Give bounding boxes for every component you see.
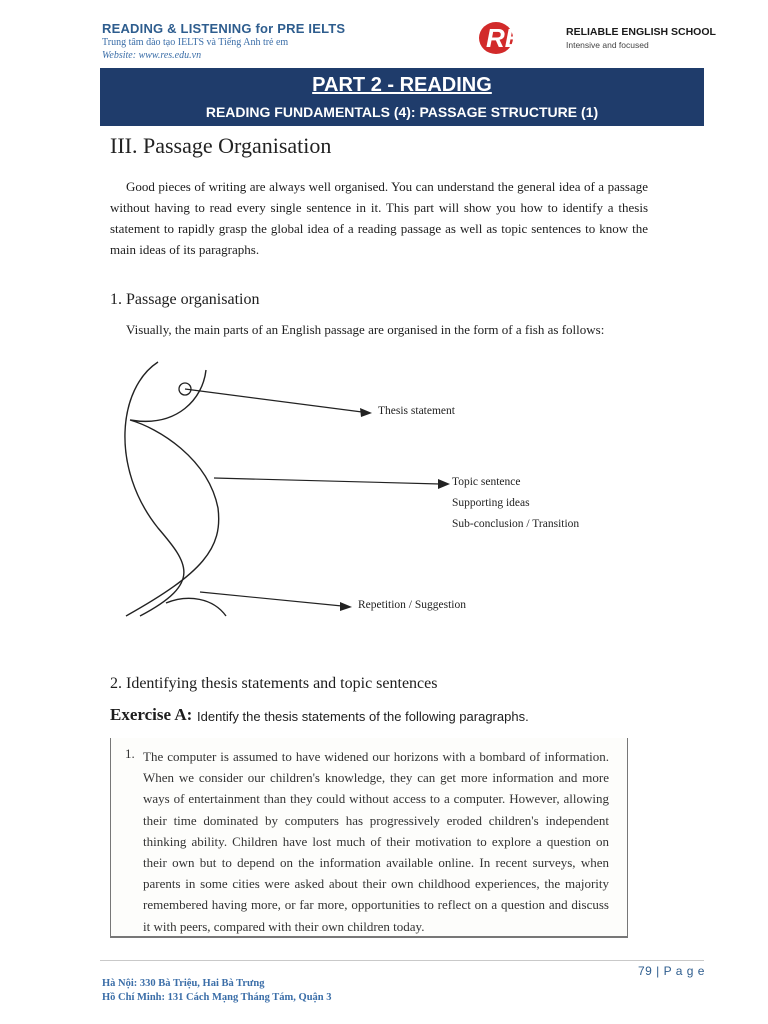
header-website: Website: www.res.edu.vn (102, 50, 202, 61)
logo-letters: RES (486, 23, 540, 53)
passage-number: 1. (125, 746, 135, 761)
subsection-2-title: 2. Identifying thesis statements and topic sentences (110, 675, 438, 692)
passage-text: The computer is assumed to have widened our horizons with a bombard of information. When we consider our children's knowledge, they can get more information and more ways of entertainment than they could without access to a computer. However, allowing their time dominated by computers has progressively eroded children's independent thinking ability. Children have lost much of their motivation to explore a question on their own but to depend on the information available online. In recent surveys, when parents in some cities were asked about their own childhood experiences, the majority remembered having more, or far more, opportunities to reflect on a question and discuss it with peers, compared with their own children today. (143, 749, 609, 934)
fish-tail-curve (166, 598, 226, 616)
header-title: READING & LISTENING for PRE IELTS (102, 21, 346, 36)
subsection-1-title: 1. Passage organisation (110, 291, 260, 308)
footer-address-hanoi: Hà Nội: 330 Bà Triệu, Hai Bà Trưng (102, 978, 265, 989)
label-topic: Topic sentence (452, 476, 521, 488)
fish-diagram (118, 358, 478, 630)
school-tagline: Intensive and focused (566, 40, 649, 50)
intro-paragraph: Good pieces of writing are always well organised. You can understand the general idea of a passage without having to read every single sentence in it. This part will show you how to identify a thesis statement to rapidly grasp the global idea of a reading passage as well as topic sentences to know the main ideas of its paragraphs. (110, 179, 648, 257)
header-subtitle: Trung tâm đào tạo IELTS và Tiếng Anh trẻ em (102, 37, 289, 48)
arrow-thesis (185, 389, 362, 412)
banner-part-title: PART 2 - READING (312, 74, 492, 96)
school-name: RELIABLE ENGLISH SCHOOL (566, 26, 716, 38)
exercise-passage-box (110, 738, 628, 938)
subsection-1-text: Visually, the main parts of an English passage are organised in the form of a fish as follows: (126, 322, 605, 337)
arrowhead-repetition (340, 602, 352, 611)
label-supporting: Supporting ideas (452, 497, 530, 509)
footer-divider (100, 960, 704, 961)
res-logo (478, 20, 564, 56)
exercise-heading: Exercise A: (110, 705, 193, 724)
footer-address-hcm: Hồ Chí Minh: 131 Cách Mạng Tháng Tám, Quận 3 (102, 992, 332, 1003)
section-title: III. Passage Organisation (110, 133, 332, 158)
arrow-repetition (200, 592, 342, 606)
label-thesis: Thesis statement (378, 405, 455, 417)
banner-subtitle: READING FUNDAMENTALS (4): PASSAGE STRUCTURE (1) (205, 104, 599, 120)
page-number: 79 | P a g e (638, 964, 705, 978)
arrowhead-thesis (360, 408, 372, 417)
title-banner (100, 68, 704, 126)
exercise-instruction: Identify the thesis statements of the following paragraphs. (197, 709, 529, 724)
label-repetition: Repetition / Suggestion (358, 599, 466, 611)
fish-back-curve (125, 362, 184, 616)
fish-belly-curve (126, 370, 219, 616)
arrowhead-topic (438, 479, 450, 489)
arrow-topic (214, 478, 440, 484)
label-subconclusion: Sub-conclusion / Transition (452, 518, 580, 530)
